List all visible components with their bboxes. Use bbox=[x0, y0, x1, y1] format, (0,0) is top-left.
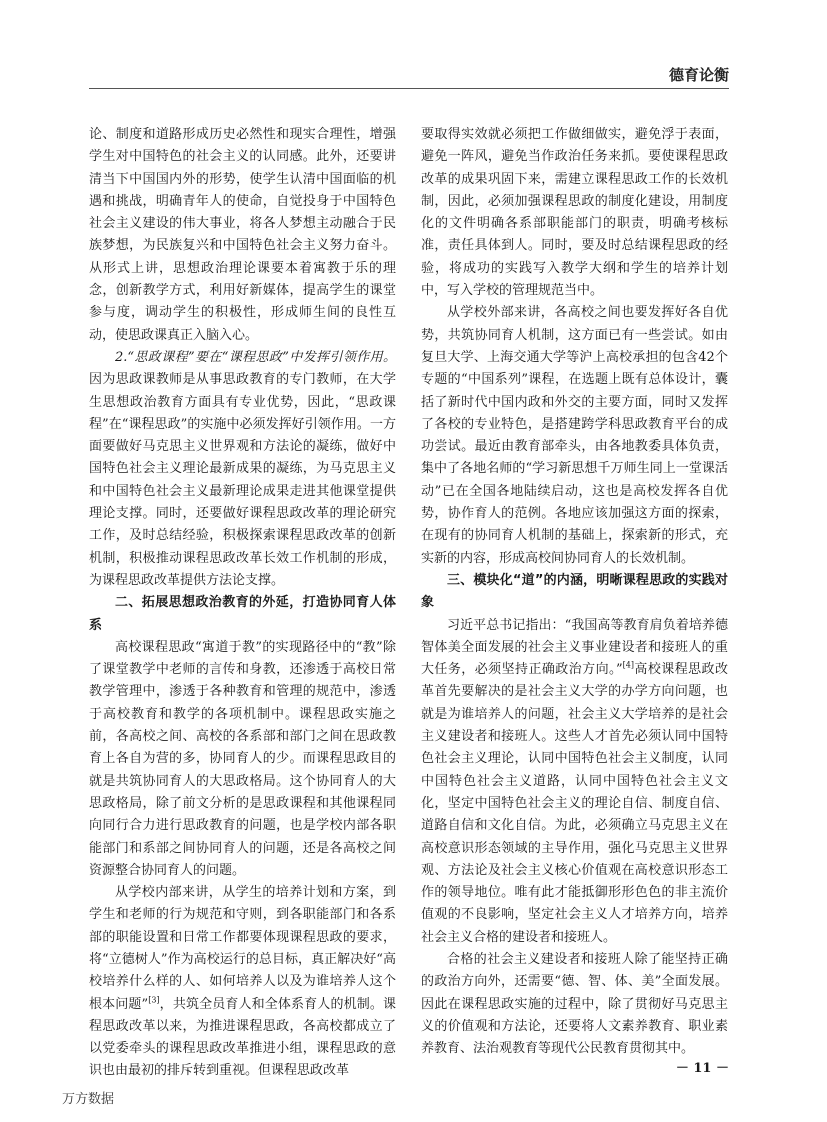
paragraph bbox=[89, 347, 396, 592]
source-watermark: 万方数据 bbox=[62, 1092, 115, 1107]
paragraph-text: 习近平总书记指出：“我国高等教育肩负着培养德智体美全面发展的社会主义事业建设者和接班人的重大任务，必须坚持正确政治方向。” bbox=[421, 617, 728, 678]
left-column bbox=[89, 124, 396, 1083]
paragraph bbox=[421, 615, 728, 949]
paragraph-text: 从学校内部来讲，从学生的培养计划和方案，到学生和老师的行为规范和守则，到各职能部门和各系部的职能设置和日常工作都要体现课程思政的要求，将“立德树人”作为高校运行的总目标，真正解决好“高校培养什么样的人、如何培养人以及为谁培养人这个根本问题” bbox=[89, 885, 396, 1012]
paragraph bbox=[89, 882, 396, 1083]
citation-ref: [3] bbox=[148, 995, 160, 1005]
page-number: － 11 － bbox=[675, 1061, 729, 1076]
header-divider bbox=[89, 88, 729, 89]
paragraph-text: 因为思政课教师是从事思政教育的专门教师，在大学生思想政治教育方面具有专业优势，因此，“思政课程”在“课程思政”的实施中必须发挥好引领作用。一方面要做好马克思主义世界观和方法论的凝练，做好中国特色社会主义理论最新成果的凝练，为马克思主义和中国特色社会主义最新理论成果走进其他课堂提供理论支撑。同时，还要做好课程思政改革的理论研究工作，及时总结经验，积极探索课程思政改革的创新机制，积极推动课程思政改革长效工作机制的形成，为课程思政改革提供方法论支撑。 bbox=[89, 372, 396, 588]
paragraph: 从学校外部来讲，各高校之间也要发挥好各自优势，共筑协同育人机制，这方面已有一些尝试。如由复旦大学、上海交通大学等沪上高校承担的包含42个专题的“中国系列”课程，在选题上既有总体设计，囊括了新时代中国内政和外交的主要方面，同时又发挥了各校的专业特色，是搭建跨学科思政教育平台的成功尝试。最近由教育部牵头，由各地教委具体负责，集中了各地名师的“学习新思想千万师生同上一堂课活动”已在全国各地陆续启动，这也是高校发挥各自优势，协作育人的范例。各地应该加强这方面的探索，在现有的协同育人机制的基础上，探索新的形式，充实新的内容，形成高校间协同育人的长效机制。 bbox=[421, 305, 728, 566]
subsection-title: 2.“思政课程”要在“课程思政”中发挥引领作用。 bbox=[115, 349, 396, 365]
section-heading: 二、拓展思想政治教育的外延，打造协同育人体系 bbox=[89, 595, 396, 633]
section-heading: 三、模块化“道”的内涵，明晰课程思政的实践对象 bbox=[421, 572, 728, 611]
journal-section-title: 德育论衡 bbox=[668, 66, 729, 84]
citation-ref: [4] bbox=[622, 660, 634, 670]
paragraph-text: 高校课程思政改革首先要解决的是社会主义大学的办学方向问题，也就是为谁培养人的问题，社会主义大学培养的是社会主义建设者和接班人。这些人才首先必须认同中国特色社会主义理论，认同中国特色社会主义制度，认同中国特色社会主义道路，认同中国特色社会主义文化，坚定中国特色社会主义的理论自信、制度自信、道路自信和文化自信。为此，必须确立马克思主义在高校意识形态领域的主导作用，强化马克思主义世界观、方法论及社会主义核心价值观在高校意识形态工作的领导地位。唯有此才能抵御形形色色的非主流价值观的不良影响，坚定社会主义人才培养方向，培养社会主义合格的建设者和接班人。 bbox=[421, 662, 728, 945]
paragraph: 论、制度和道路形成历史必然性和现实合理性，增强学生对中国特色的社会主义的认同感。此外，还要讲清当下中国国内外的形势，使学生认清中国面临的机遇和挑战，明确青年人的使命，自觉投身于中国特色社会主义建设的伟大事业，将各人梦想主动融合于民族梦想，为民族复兴和中国特色社会主义努力奋斗。从形式上讲，思想政治理论课要本着寓教于乐的理念，创新教学方式，利用好新媒体，提高学生的课堂参与度，调动学生的积极性，形成师生间的良性互动，使思政课真正入脑入心。 bbox=[89, 127, 396, 343]
paragraph: 要取得实效就必须把工作做细做实，避免浮于表面，避免一阵风，避免当作政治任务来抓。要使课程思政改革的成果巩固下来，需建立课程思政工作的长效机制，因此，必须加强课程思政的制度化建设，用制度化的文件明确各系部职能部门的职责，明确考核标准，责任具体到人。同时，要及时总结课程思政的经验，将成功的实践写入教学大纲和学生的培养计划中，写入学校的管理规范当中。 bbox=[421, 127, 728, 299]
paragraph: 高校课程思政“寓道于教”的实现路径中的“教”除了课堂教学中老师的言传和身教，还渗透于高校日常教学管理中，渗透于各种教育和管理的规范中，渗透于高校教育和教学的各项机制中。课程思政实施之前，各高校之间、高校的各系部和部门之间在思政教育上各自为营的多，协同育人的少。而课程思政目的就是共筑协同育人的大思政格局。这个协同育人的大思政格局，除了前文分析的是思政课程和其他课程同向同行合力进行思政教育的问题，也是学校内部各职能部门和系部之间协同育人的问题，还是各高校之间资源整合协同育人的问题。 bbox=[89, 639, 396, 878]
paragraph-text: ，共筑全员育人和全体系育人的机制。课程思政改革以来，为推进课程思政，各高校都成立了以党委牵头的课程思政改革推进小组，课程思政的意识也由最初的排斥转到重视。但课程思政改革 bbox=[89, 996, 396, 1079]
paragraph: 合格的社会主义建设者和接班人除了能坚持正确的政治方向外，还需要“德、智、体、美”全面发展。因此在课程思政实施的过程中，除了贯彻好马克思主义的价值观和方法论，还要将人文素养教育、职业素养教育、法治观教育等现代公民教育贯彻其中。 bbox=[421, 951, 728, 1057]
right-column bbox=[421, 124, 728, 1060]
